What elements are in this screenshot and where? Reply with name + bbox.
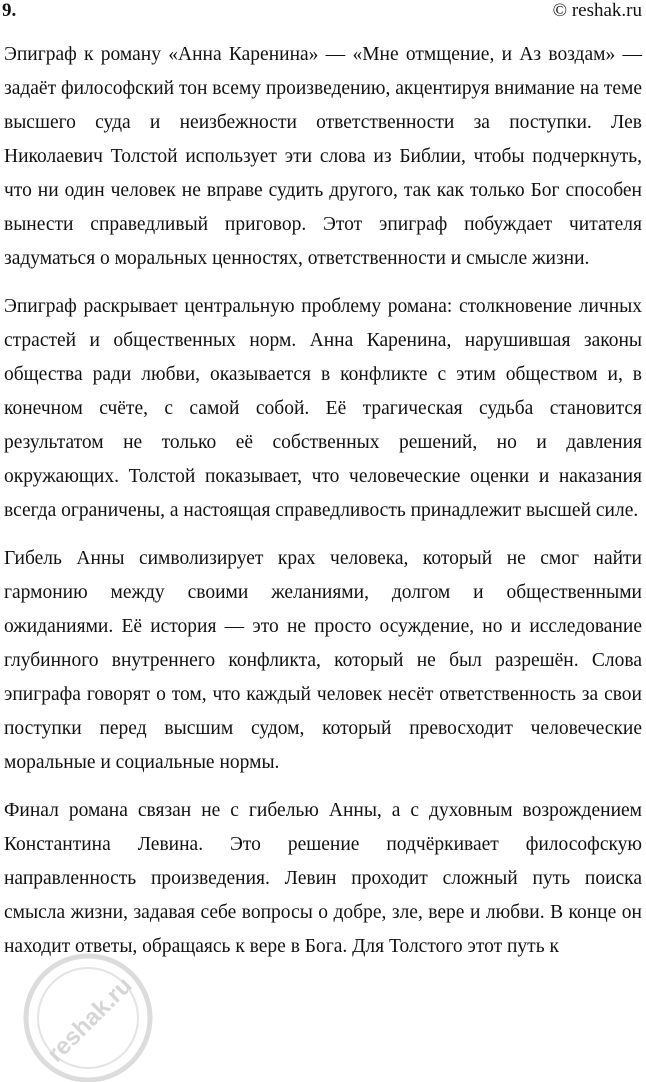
paragraph-2: Эпиграф раскрывает центральную проблему романа: столкновение личных страстей и общественных норм. Анна Каренина, нарушившая законы общества ради любви, оказывается в конфликте с этим обществом и, в конечном счёте, с самой собой. Её трагическая судьба становится результатом не только её собственных решений, но и давления окружающих. Толстой показывает, что человеческие оценки и наказания всегда ограничены, а настоящая справедливость принадлежит высшей силе. (4, 296, 642, 521)
answer-text (4, 38, 642, 978)
paragraph-4: Финал романа связан не с гибелью Анны, а с духовным возрождением Константина Левина. Это решение подчёркивает философскую направленность произведения. Левин проходит сложный путь поиска смысла жизни, задавая себе вопросы о добре, зле, вере и любви. В конце он находит ответы, обращаясь к вере в Бога. Для Толстого этот путь к (4, 800, 642, 957)
task-number: 9. (2, 0, 17, 21)
source-credit: © reshak.ru (552, 0, 642, 21)
watermark-text: reshak.ru (42, 972, 138, 1068)
paragraph-1: Эпиграф к роману «Анна Каренина» — «Мне отмщение, и Аз воздам» — задаёт философский тон всему произведению, акцентируя внимание на теме высшего суда и неизбежности ответственности за поступки. Лев Николаевич Толстой использует эти слова из Библии, чтобы подчеркнуть, что ни один человек не вправе судить другого, так как только Бог способен вынести справедливый приговор. Этот эпиграф побуждает читателя задуматься о моральных ценностях, ответственности и смысле жизни. (4, 44, 642, 269)
paragraph-3: Гибель Анны символизирует крах человека, который не смог найти гармонию между своими желаниями, долгом и общественными ожиданиями. Её история — это не просто осуждение, но и исследование глубинного внутреннего конфликта, который не был разрешён. Слова эпиграфа говорят о том, что каждый человек несёт ответственность за свои поступки перед высшим судом, который превосходит человеческие моральные и социальные нормы. (4, 548, 642, 773)
page-header (0, 0, 646, 26)
